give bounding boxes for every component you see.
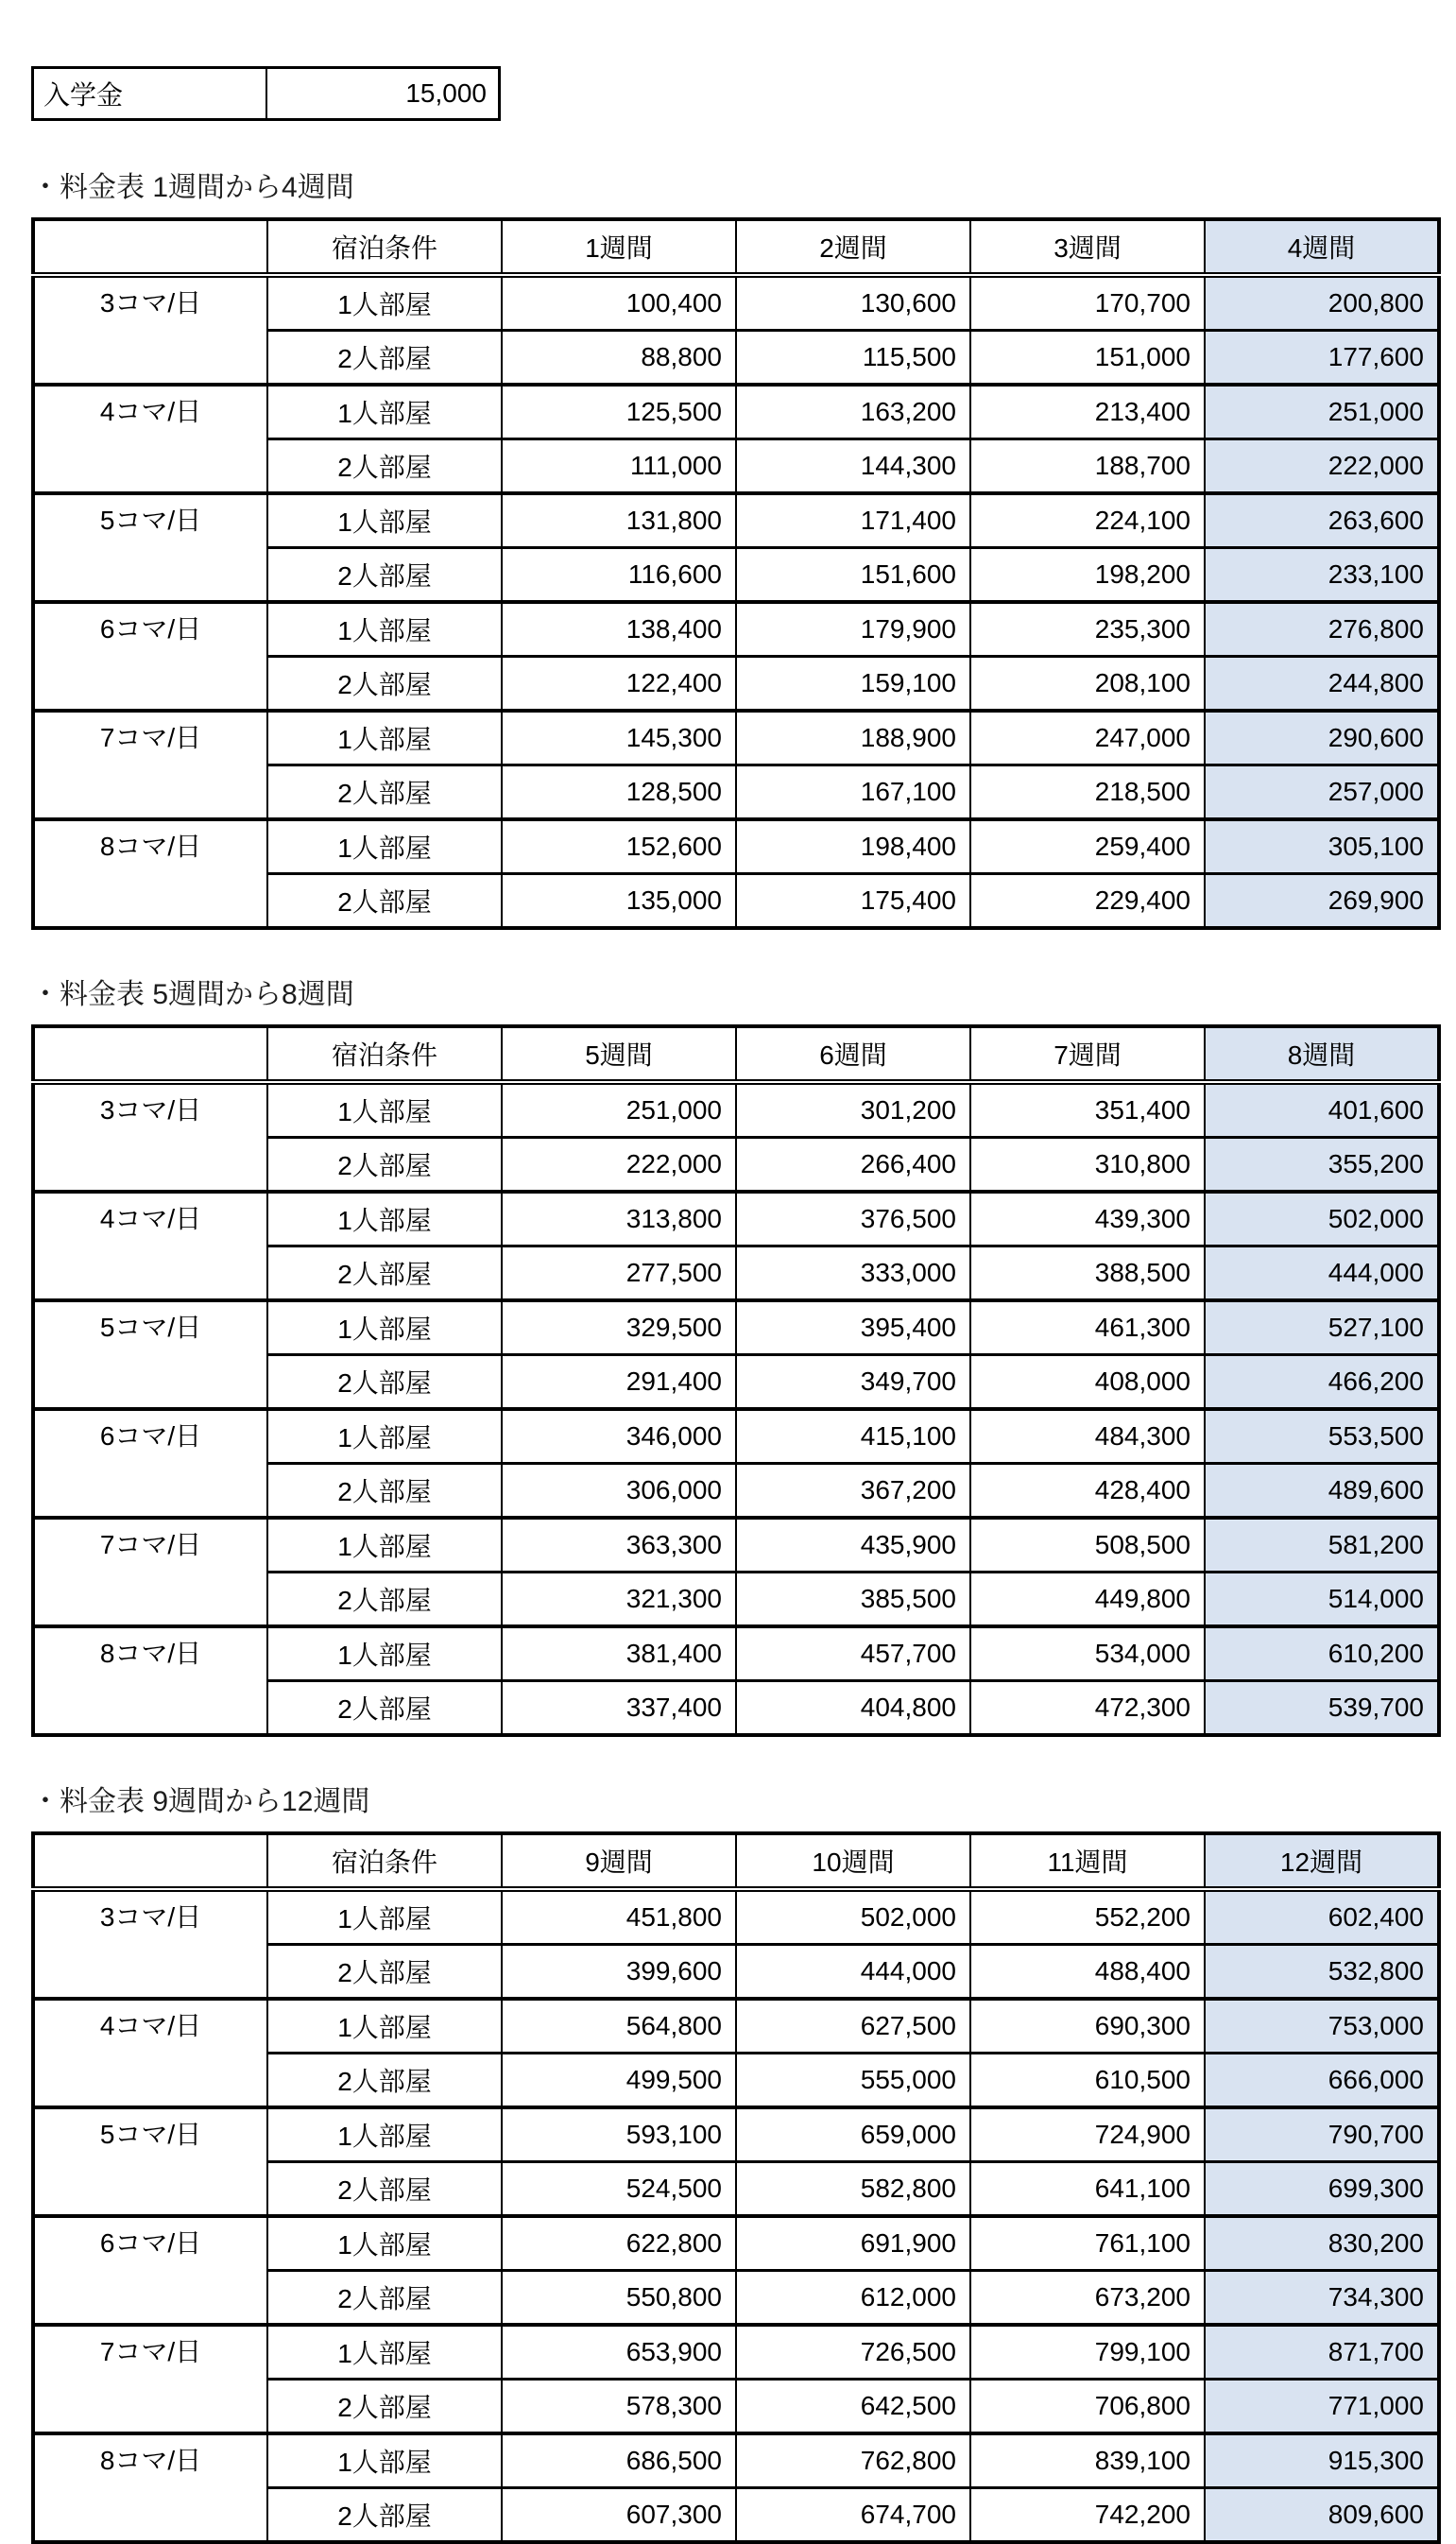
week-header: 1週間 bbox=[502, 219, 736, 275]
price-cell: 349,700 bbox=[736, 1355, 970, 1410]
room-type-cell: 2人部屋 bbox=[267, 2380, 502, 2434]
price-table-title: ・料金表 9週間から12週間 bbox=[31, 1786, 370, 1817]
price-cell: 145,300 bbox=[502, 711, 736, 765]
price-cell: 415,100 bbox=[736, 1409, 970, 1464]
lessons-label-cell: 6コマ/日 bbox=[33, 1409, 267, 1518]
price-cell: 435,900 bbox=[736, 1518, 970, 1573]
price-cell: 251,000 bbox=[502, 1082, 736, 1138]
price-cell: 790,700 bbox=[1205, 2107, 1439, 2162]
price-table-title: ・料金表 1週間から4週間 bbox=[31, 172, 354, 203]
stay-condition-header: 宿泊条件 bbox=[267, 219, 502, 275]
price-cell: 385,500 bbox=[736, 1573, 970, 1627]
room-type-cell: 1人部屋 bbox=[267, 2216, 502, 2271]
price-cell: 552,200 bbox=[970, 1889, 1205, 1945]
price-cell: 200,800 bbox=[1205, 275, 1439, 331]
price-cell: 641,100 bbox=[970, 2162, 1205, 2217]
price-cell: 188,900 bbox=[736, 711, 970, 765]
price-cell: 138,400 bbox=[502, 602, 736, 657]
price-cell: 553,500 bbox=[1205, 1409, 1439, 1464]
room-type-cell: 1人部屋 bbox=[267, 1518, 502, 1573]
price-cell: 915,300 bbox=[1205, 2433, 1439, 2488]
price-cell: 642,500 bbox=[736, 2380, 970, 2434]
price-cell: 514,000 bbox=[1205, 1573, 1439, 1627]
room-type-cell: 1人部屋 bbox=[267, 819, 502, 874]
room-type-cell: 2人部屋 bbox=[267, 1681, 502, 1736]
price-cell: 310,800 bbox=[970, 1138, 1205, 1193]
price-cell: 208,100 bbox=[970, 657, 1205, 712]
price-cell: 408,000 bbox=[970, 1355, 1205, 1410]
lessons-label-cell: 6コマ/日 bbox=[33, 2216, 267, 2325]
price-cell: 125,500 bbox=[502, 385, 736, 439]
table-row bbox=[33, 2216, 1439, 2271]
enrollment-fee-row bbox=[33, 68, 500, 120]
price-cell: 466,200 bbox=[1205, 1355, 1439, 1410]
room-type-cell: 2人部屋 bbox=[267, 439, 502, 494]
price-cell: 724,900 bbox=[970, 2107, 1205, 2162]
table-row bbox=[33, 2325, 1439, 2380]
table-row bbox=[33, 385, 1439, 439]
price-cell: 691,900 bbox=[736, 2216, 970, 2271]
room-type-cell: 2人部屋 bbox=[267, 1138, 502, 1193]
price-cell: 257,000 bbox=[1205, 765, 1439, 820]
week-header: 10週間 bbox=[736, 1833, 970, 1889]
room-type-cell: 1人部屋 bbox=[267, 1300, 502, 1355]
corner-cell bbox=[33, 1026, 267, 1082]
price-cell: 363,300 bbox=[502, 1518, 736, 1573]
room-type-cell: 2人部屋 bbox=[267, 874, 502, 929]
price-cell: 198,200 bbox=[970, 548, 1205, 603]
price-cell: 152,600 bbox=[502, 819, 736, 874]
lessons-label-cell: 3コマ/日 bbox=[33, 275, 267, 385]
price-cell: 235,300 bbox=[970, 602, 1205, 657]
price-cell: 610,200 bbox=[1205, 1626, 1439, 1681]
table-row bbox=[33, 1192, 1439, 1246]
price-table bbox=[31, 1024, 1441, 1737]
price-cell: 809,600 bbox=[1205, 2488, 1439, 2543]
table-row bbox=[33, 2107, 1439, 2162]
price-table-body bbox=[33, 1082, 1439, 1735]
price-cell: 163,200 bbox=[736, 385, 970, 439]
room-type-cell: 2人部屋 bbox=[267, 2271, 502, 2326]
room-type-cell: 2人部屋 bbox=[267, 1355, 502, 1410]
lessons-label-cell: 7コマ/日 bbox=[33, 2325, 267, 2433]
price-cell: 742,200 bbox=[970, 2488, 1205, 2543]
price-cell: 144,300 bbox=[736, 439, 970, 494]
lessons-label-cell: 5コマ/日 bbox=[33, 1300, 267, 1409]
price-cell: 753,000 bbox=[1205, 1999, 1439, 2054]
price-cell: 457,700 bbox=[736, 1626, 970, 1681]
week-header: 11週間 bbox=[970, 1833, 1205, 1889]
price-cell: 381,400 bbox=[502, 1626, 736, 1681]
lessons-label-cell: 8コマ/日 bbox=[33, 1626, 267, 1735]
price-cell: 627,500 bbox=[736, 1999, 970, 2054]
price-cell: 177,600 bbox=[1205, 331, 1439, 386]
price-cell: 399,600 bbox=[502, 1945, 736, 2000]
price-table-head bbox=[33, 1833, 1439, 1889]
price-cell: 762,800 bbox=[736, 2433, 970, 2488]
price-table-body bbox=[33, 275, 1439, 928]
price-cell: 622,800 bbox=[502, 2216, 736, 2271]
lessons-label-cell: 4コマ/日 bbox=[33, 385, 267, 493]
table-row bbox=[33, 1889, 1439, 1945]
price-cell: 564,800 bbox=[502, 1999, 736, 2054]
lessons-label-cell: 7コマ/日 bbox=[33, 711, 267, 819]
price-cell: 290,600 bbox=[1205, 711, 1439, 765]
room-type-cell: 1人部屋 bbox=[267, 1889, 502, 1945]
lessons-label-cell: 3コマ/日 bbox=[33, 1082, 267, 1192]
price-cell: 259,400 bbox=[970, 819, 1205, 874]
price-table-title: ・料金表 5週間から8週間 bbox=[31, 979, 354, 1010]
table-row bbox=[33, 1082, 1439, 1138]
price-cell: 128,500 bbox=[502, 765, 736, 820]
price-cell: 313,800 bbox=[502, 1192, 736, 1246]
price-cell: 404,800 bbox=[736, 1681, 970, 1736]
price-cell: 131,800 bbox=[502, 493, 736, 548]
room-type-cell: 1人部屋 bbox=[267, 2433, 502, 2488]
price-cell: 401,600 bbox=[1205, 1082, 1439, 1138]
price-cell: 355,200 bbox=[1205, 1138, 1439, 1193]
price-section-1 bbox=[31, 172, 1437, 930]
price-cell: 151,000 bbox=[970, 331, 1205, 386]
price-cell: 188,700 bbox=[970, 439, 1205, 494]
price-cell: 213,400 bbox=[970, 385, 1205, 439]
room-type-cell: 1人部屋 bbox=[267, 1626, 502, 1681]
price-cell: 159,100 bbox=[736, 657, 970, 712]
price-cell: 179,900 bbox=[736, 602, 970, 657]
price-cell: 305,100 bbox=[1205, 819, 1439, 874]
price-cell: 167,100 bbox=[736, 765, 970, 820]
table-row bbox=[33, 493, 1439, 548]
price-cell: 388,500 bbox=[970, 1246, 1205, 1301]
lessons-label-cell: 5コマ/日 bbox=[33, 493, 267, 602]
room-type-cell: 1人部屋 bbox=[267, 275, 502, 331]
price-cell: 333,000 bbox=[736, 1246, 970, 1301]
price-cell: 484,300 bbox=[970, 1409, 1205, 1464]
price-cell: 706,800 bbox=[970, 2380, 1205, 2434]
room-type-cell: 1人部屋 bbox=[267, 385, 502, 439]
price-cell: 170,700 bbox=[970, 275, 1205, 331]
price-cell: 251,000 bbox=[1205, 385, 1439, 439]
price-table bbox=[31, 1831, 1441, 2544]
price-cell: 612,000 bbox=[736, 2271, 970, 2326]
table-row bbox=[33, 1999, 1439, 2054]
price-cell: 444,000 bbox=[736, 1945, 970, 2000]
price-cell: 224,100 bbox=[970, 493, 1205, 548]
price-cell: 451,800 bbox=[502, 1889, 736, 1945]
price-table bbox=[31, 217, 1441, 930]
price-cell: 439,300 bbox=[970, 1192, 1205, 1246]
header-row bbox=[33, 1833, 1439, 1889]
table-row bbox=[33, 1409, 1439, 1464]
price-cell: 534,000 bbox=[970, 1626, 1205, 1681]
price-cell: 734,300 bbox=[1205, 2271, 1439, 2326]
price-table-head bbox=[33, 1026, 1439, 1082]
room-type-cell: 1人部屋 bbox=[267, 2107, 502, 2162]
price-cell: 135,000 bbox=[502, 874, 736, 929]
table-row bbox=[33, 711, 1439, 765]
price-cell: 351,400 bbox=[970, 1082, 1205, 1138]
price-cell: 346,000 bbox=[502, 1409, 736, 1464]
room-type-cell: 2人部屋 bbox=[267, 1945, 502, 2000]
room-type-cell: 2人部屋 bbox=[267, 1464, 502, 1519]
price-cell: 395,400 bbox=[736, 1300, 970, 1355]
price-cell: 726,500 bbox=[736, 2325, 970, 2380]
price-cell: 539,700 bbox=[1205, 1681, 1439, 1736]
price-cell: 244,800 bbox=[1205, 657, 1439, 712]
price-cell: 301,200 bbox=[736, 1082, 970, 1138]
header-row bbox=[33, 1026, 1439, 1082]
price-cell: 115,500 bbox=[736, 331, 970, 386]
price-cell: 502,000 bbox=[736, 1889, 970, 1945]
price-cell: 151,600 bbox=[736, 548, 970, 603]
price-cell: 233,100 bbox=[1205, 548, 1439, 603]
table-row bbox=[33, 2433, 1439, 2488]
room-type-cell: 1人部屋 bbox=[267, 711, 502, 765]
week-header: 4週間 bbox=[1205, 219, 1439, 275]
week-header: 9週間 bbox=[502, 1833, 736, 1889]
lessons-label-cell: 4コマ/日 bbox=[33, 1192, 267, 1300]
room-type-cell: 1人部屋 bbox=[267, 1999, 502, 2054]
price-cell: 659,000 bbox=[736, 2107, 970, 2162]
price-cell: 116,600 bbox=[502, 548, 736, 603]
price-cell: 175,400 bbox=[736, 874, 970, 929]
lessons-label-cell: 3コマ/日 bbox=[33, 1889, 267, 1999]
week-header: 6週間 bbox=[736, 1026, 970, 1082]
price-cell: 502,000 bbox=[1205, 1192, 1439, 1246]
week-header: 5週間 bbox=[502, 1026, 736, 1082]
table-row bbox=[33, 1518, 1439, 1573]
price-cell: 673,200 bbox=[970, 2271, 1205, 2326]
price-cell: 761,100 bbox=[970, 2216, 1205, 2271]
price-cell: 444,000 bbox=[1205, 1246, 1439, 1301]
room-type-cell: 2人部屋 bbox=[267, 657, 502, 712]
price-cell: 527,100 bbox=[1205, 1300, 1439, 1355]
enrollment-fee-label: 入学金 bbox=[33, 68, 266, 120]
price-cell: 550,800 bbox=[502, 2271, 736, 2326]
week-header: 3週間 bbox=[970, 219, 1205, 275]
enrollment-fee-table bbox=[31, 66, 501, 121]
price-section-3 bbox=[31, 1786, 1437, 2544]
price-cell: 122,400 bbox=[502, 657, 736, 712]
room-type-cell: 2人部屋 bbox=[267, 765, 502, 820]
room-type-cell: 2人部屋 bbox=[267, 2162, 502, 2217]
table-row bbox=[33, 602, 1439, 657]
week-header: 8週間 bbox=[1205, 1026, 1439, 1082]
week-header: 12週間 bbox=[1205, 1833, 1439, 1889]
lessons-label-cell: 8コマ/日 bbox=[33, 2433, 267, 2542]
price-cell: 337,400 bbox=[502, 1681, 736, 1736]
price-cell: 222,000 bbox=[1205, 439, 1439, 494]
price-cell: 111,000 bbox=[502, 439, 736, 494]
price-cell: 321,300 bbox=[502, 1573, 736, 1627]
room-type-cell: 2人部屋 bbox=[267, 548, 502, 603]
price-cell: 461,300 bbox=[970, 1300, 1205, 1355]
price-cell: 524,500 bbox=[502, 2162, 736, 2217]
corner-cell bbox=[33, 219, 267, 275]
price-cell: 871,700 bbox=[1205, 2325, 1439, 2380]
room-type-cell: 2人部屋 bbox=[267, 331, 502, 386]
price-cell: 610,500 bbox=[970, 2054, 1205, 2108]
price-cell: 582,800 bbox=[736, 2162, 970, 2217]
price-cell: 329,500 bbox=[502, 1300, 736, 1355]
price-cell: 428,400 bbox=[970, 1464, 1205, 1519]
lessons-label-cell: 6コマ/日 bbox=[33, 602, 267, 711]
room-type-cell: 1人部屋 bbox=[267, 493, 502, 548]
price-cell: 607,300 bbox=[502, 2488, 736, 2543]
price-cell: 100,400 bbox=[502, 275, 736, 331]
price-cell: 229,400 bbox=[970, 874, 1205, 929]
price-cell: 198,400 bbox=[736, 819, 970, 874]
lessons-label-cell: 7コマ/日 bbox=[33, 1518, 267, 1626]
price-cell: 247,000 bbox=[970, 711, 1205, 765]
header-row bbox=[33, 219, 1439, 275]
price-cell: 508,500 bbox=[970, 1518, 1205, 1573]
price-cell: 488,400 bbox=[970, 1945, 1205, 2000]
price-cell: 367,200 bbox=[736, 1464, 970, 1519]
room-type-cell: 1人部屋 bbox=[267, 1192, 502, 1246]
price-cell: 276,800 bbox=[1205, 602, 1439, 657]
table-row bbox=[33, 819, 1439, 874]
room-type-cell: 2人部屋 bbox=[267, 2054, 502, 2108]
price-cell: 666,000 bbox=[1205, 2054, 1439, 2108]
price-table-body bbox=[33, 1889, 1439, 2542]
price-cell: 266,400 bbox=[736, 1138, 970, 1193]
price-cell: 555,000 bbox=[736, 2054, 970, 2108]
room-type-cell: 2人部屋 bbox=[267, 1573, 502, 1627]
price-cell: 674,700 bbox=[736, 2488, 970, 2543]
sections-container bbox=[31, 172, 1437, 2544]
week-header: 2週間 bbox=[736, 219, 970, 275]
price-cell: 593,100 bbox=[502, 2107, 736, 2162]
price-section-2 bbox=[31, 979, 1437, 1737]
table-row bbox=[33, 1300, 1439, 1355]
price-cell: 690,300 bbox=[970, 1999, 1205, 2054]
room-type-cell: 1人部屋 bbox=[267, 2325, 502, 2380]
price-cell: 171,400 bbox=[736, 493, 970, 548]
price-table-head bbox=[33, 219, 1439, 275]
price-cell: 291,400 bbox=[502, 1355, 736, 1410]
price-cell: 277,500 bbox=[502, 1246, 736, 1301]
stay-condition-header: 宿泊条件 bbox=[267, 1026, 502, 1082]
price-cell: 830,200 bbox=[1205, 2216, 1439, 2271]
price-cell: 499,500 bbox=[502, 2054, 736, 2108]
price-cell: 263,600 bbox=[1205, 493, 1439, 548]
price-cell: 602,400 bbox=[1205, 1889, 1439, 1945]
price-cell: 269,900 bbox=[1205, 874, 1439, 929]
price-cell: 376,500 bbox=[736, 1192, 970, 1246]
price-cell: 218,500 bbox=[970, 765, 1205, 820]
room-type-cell: 1人部屋 bbox=[267, 602, 502, 657]
stay-condition-header: 宿泊条件 bbox=[267, 1833, 502, 1889]
price-cell: 88,800 bbox=[502, 331, 736, 386]
price-cell: 839,100 bbox=[970, 2433, 1205, 2488]
room-type-cell: 2人部屋 bbox=[267, 2488, 502, 2543]
price-cell: 130,600 bbox=[736, 275, 970, 331]
price-cell: 653,900 bbox=[502, 2325, 736, 2380]
corner-cell bbox=[33, 1833, 267, 1889]
lessons-label-cell: 8コマ/日 bbox=[33, 819, 267, 928]
price-cell: 449,800 bbox=[970, 1573, 1205, 1627]
lessons-label-cell: 4コマ/日 bbox=[33, 1999, 267, 2107]
price-cell: 306,000 bbox=[502, 1464, 736, 1519]
price-cell: 472,300 bbox=[970, 1681, 1205, 1736]
room-type-cell: 2人部屋 bbox=[267, 1246, 502, 1301]
week-header: 7週間 bbox=[970, 1026, 1205, 1082]
price-cell: 699,300 bbox=[1205, 2162, 1439, 2217]
room-type-cell: 1人部屋 bbox=[267, 1409, 502, 1464]
price-cell: 799,100 bbox=[970, 2325, 1205, 2380]
price-cell: 581,200 bbox=[1205, 1518, 1439, 1573]
enrollment-fee-value: 15,000 bbox=[266, 68, 500, 120]
lessons-label-cell: 5コマ/日 bbox=[33, 2107, 267, 2216]
price-cell: 771,000 bbox=[1205, 2380, 1439, 2434]
price-cell: 222,000 bbox=[502, 1138, 736, 1193]
table-row bbox=[33, 1626, 1439, 1681]
room-type-cell: 1人部屋 bbox=[267, 1082, 502, 1138]
price-cell: 489,600 bbox=[1205, 1464, 1439, 1519]
table-row bbox=[33, 275, 1439, 331]
price-cell: 686,500 bbox=[502, 2433, 736, 2488]
price-cell: 532,800 bbox=[1205, 1945, 1439, 2000]
price-cell: 578,300 bbox=[502, 2380, 736, 2434]
